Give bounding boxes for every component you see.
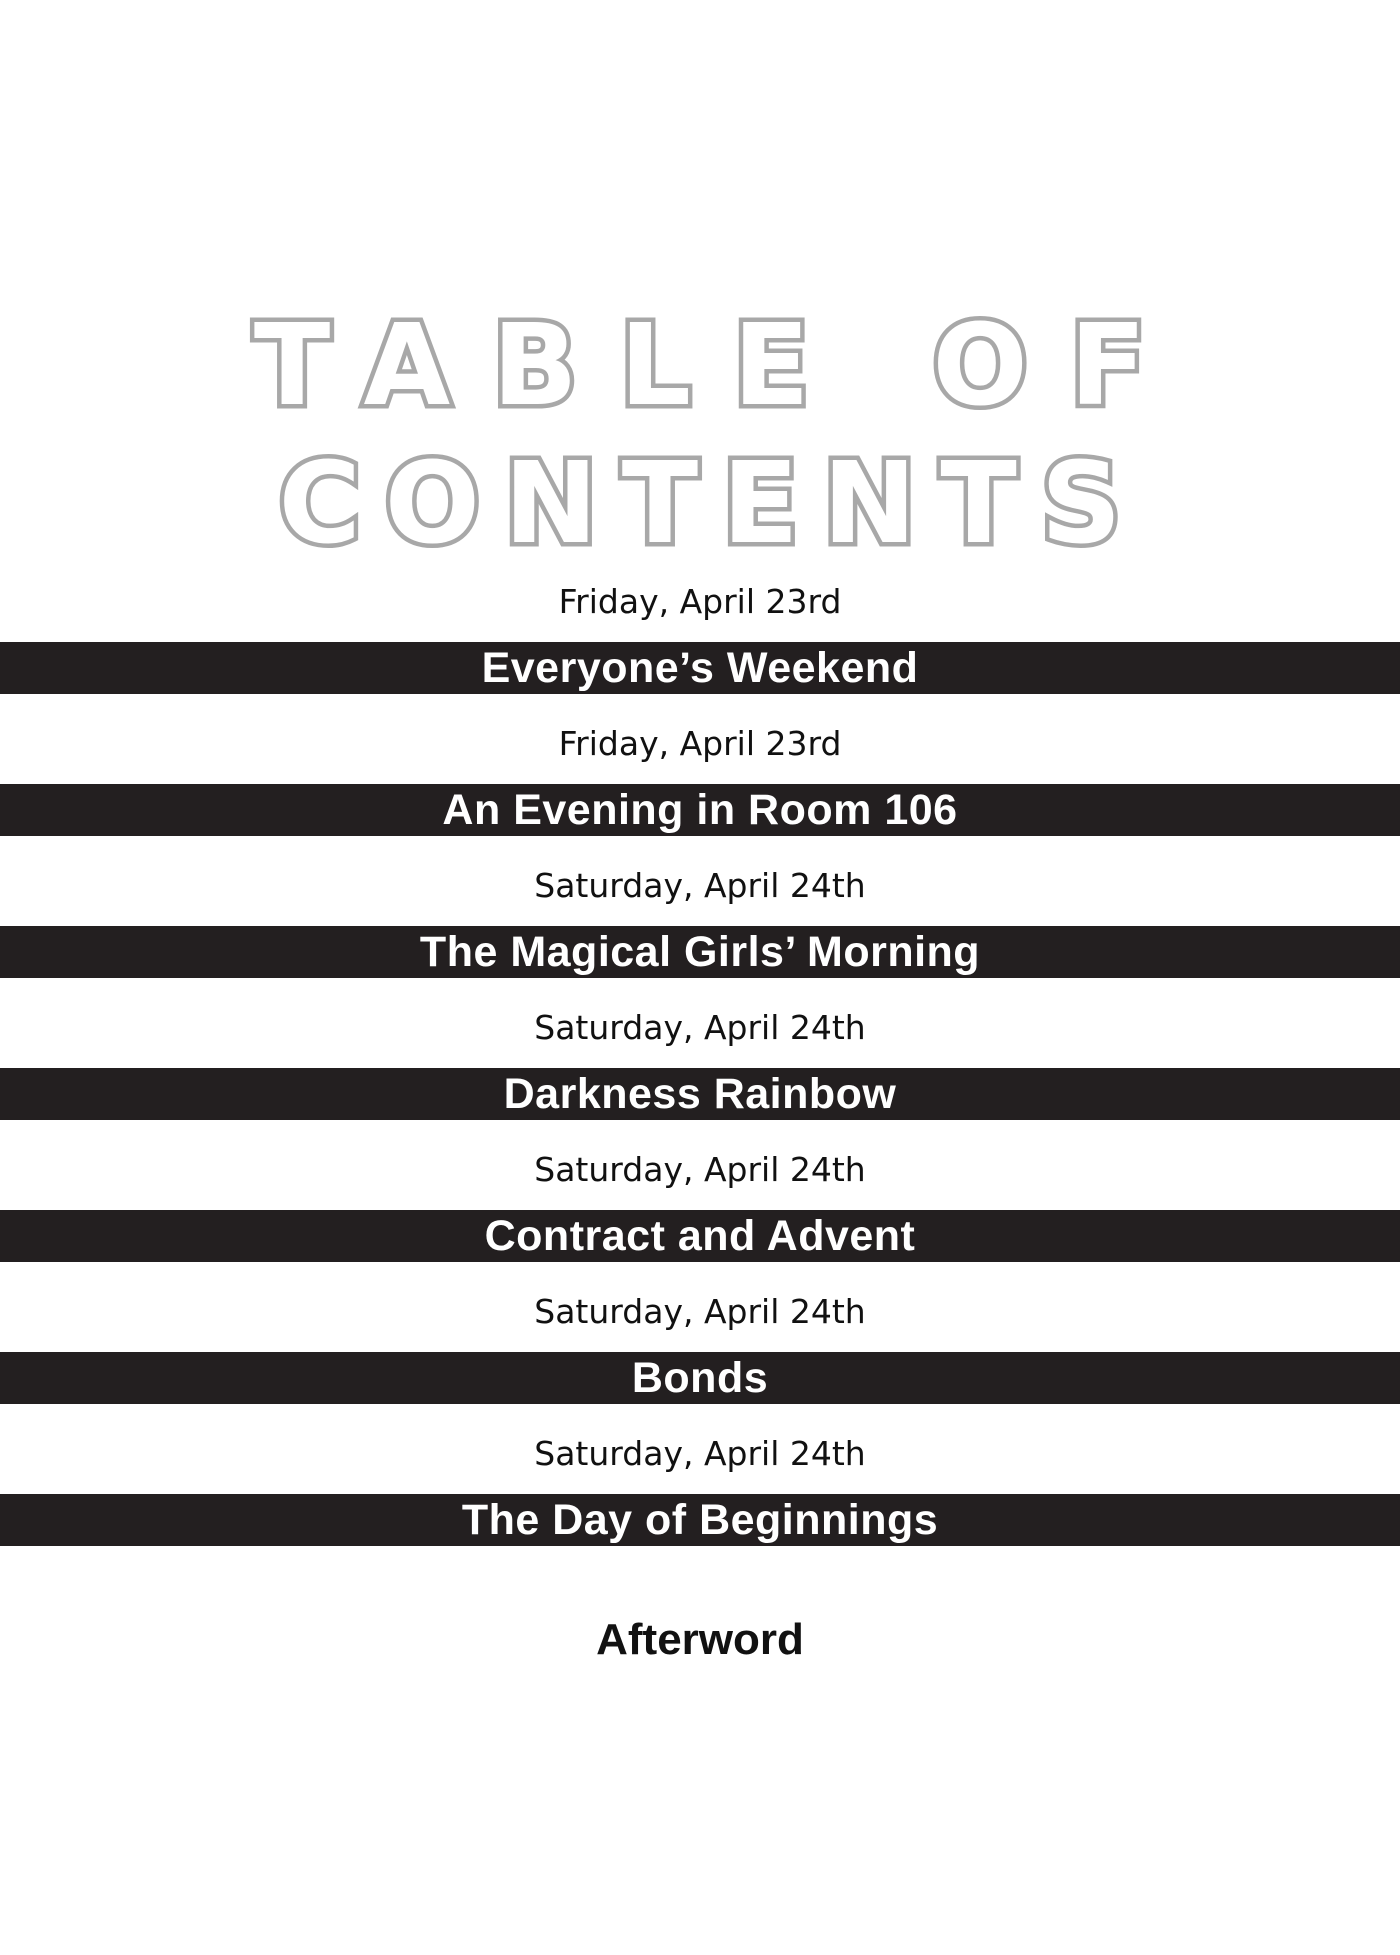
toc-heading-line2: CONTENTS — [278, 439, 1146, 569]
entry-title-bar[interactable] — [0, 1494, 1400, 1546]
entry-title[interactable]: The Day of Beginnings — [461, 1496, 939, 1544]
entry-title[interactable]: An Evening in Room 106 — [442, 786, 958, 834]
entry-date: Saturday, April 24th — [534, 1150, 866, 1189]
entry-title-bar[interactable] — [0, 926, 1400, 978]
afterword-link[interactable]: Afterword — [596, 1615, 804, 1664]
entry-date: Saturday, April 24th — [534, 1292, 866, 1331]
entry-title-bar[interactable] — [0, 1352, 1400, 1404]
entry-date: Saturday, April 24th — [534, 1008, 866, 1047]
entry-title[interactable]: Everyone’s Weekend — [481, 644, 919, 692]
entry-title-bar[interactable] — [0, 642, 1400, 694]
entry-title[interactable]: Bonds — [631, 1354, 769, 1402]
entry-title-bar[interactable] — [0, 1210, 1400, 1262]
entry-title-bar[interactable] — [0, 784, 1400, 836]
entry-date: Friday, April 23rd — [558, 582, 842, 621]
entry-title[interactable]: The Magical Girls’ Morning — [419, 928, 981, 976]
entry-title[interactable]: Contract and Advent — [484, 1212, 916, 1260]
entry-title-bar[interactable] — [0, 1068, 1400, 1120]
entry-date: Saturday, April 24th — [534, 866, 866, 905]
entry-date: Saturday, April 24th — [534, 1434, 866, 1473]
toc-heading-line1: TABLE OF — [253, 301, 1189, 431]
entry-date: Friday, April 23rd — [558, 724, 842, 763]
entry-title[interactable]: Darkness Rainbow — [503, 1070, 897, 1118]
